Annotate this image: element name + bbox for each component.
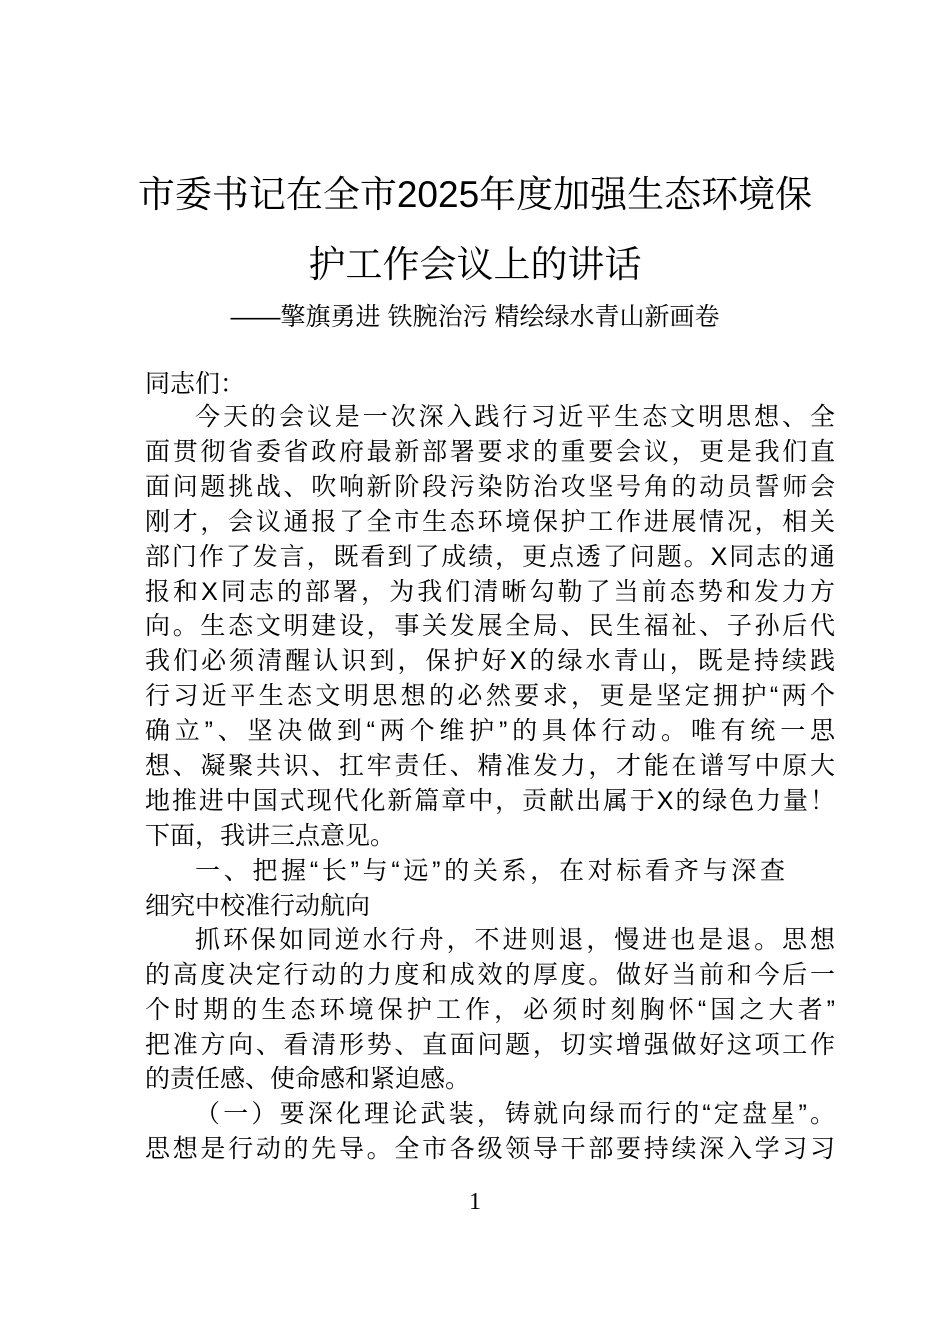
document-title-line1: 市委书记在全市2025年度加强生态环境保	[137, 174, 813, 215]
paragraph-line: 的高度决定行动的力度和成效的厚度。做好当前和今后一	[145, 961, 835, 989]
document-subtitle: ——擎旗勇进 铁腕治污 精绘绿水青山新画卷	[230, 303, 720, 331]
paragraph-line: 面问题挑战、吹响新阶段污染防治攻坚号角的动员誓师会	[145, 473, 835, 501]
paragraph-line: 我们必须清醒认识到，保护好X的绿水青山，既是持续践	[145, 647, 835, 675]
paragraph-line: 抓环保如同逆水行舟，不进则退，慢进也是退。思想	[195, 926, 835, 954]
salutation: 同志们：	[145, 370, 246, 398]
paragraph-line: 报和X同志的部署，为我们清晰勾勒了当前态势和发力方	[145, 578, 835, 606]
paragraph-line: （一）要深化理论武装，铸就向绿而行的“定盘星”。	[195, 1100, 835, 1128]
paragraph-line: 下面，我讲三点意见。	[145, 822, 396, 850]
paragraph-line: 面贯彻省委省政府最新部署要求的重要会议，更是我们直	[145, 438, 835, 466]
paragraph-line: 确立”、坚决做到“两个维护”的具体行动。唯有统一思	[145, 717, 835, 745]
document-title-line2: 护工作会议上的讲话	[308, 244, 642, 285]
paragraph-line: 刚才，会议通报了全市生态环境保护工作进展情况，相关	[145, 508, 835, 536]
paragraph-line: 今天的会议是一次深入践行习近平生态文明思想、全	[195, 403, 835, 431]
paragraph-line: 把准方向、看清形势、直面问题，切实增强做好这项工作	[145, 1031, 835, 1059]
paragraph-line: 部门作了发言，既看到了成绩，更点透了问题。X同志的通	[145, 543, 835, 571]
section-heading-line: 一、把握“长”与“远”的关系，在对标看齐与深查	[195, 857, 785, 885]
paragraph-line: 地推进中国式现代化新篇章中，贡献出属于X的绿色力量！	[145, 787, 835, 815]
paragraph-line: 行习近平生态文明思想的必然要求，更是坚定拥护“两个	[145, 682, 835, 710]
paragraph-line: 想、凝聚共识、扛牢责任、精准发力，才能在谱写中原大	[145, 752, 835, 780]
paragraph-line: 思想是行动的先导。全市各级领导干部要持续深入学习习	[145, 1135, 835, 1163]
section-heading-line: 细究中校准行动航向	[145, 892, 371, 920]
page-number: 1	[469, 1189, 481, 1215]
paragraph-line: 的责任感、使命感和紧迫感。	[145, 1065, 471, 1093]
paragraph-line: 个时期的生态环境保护工作，必须时刻胸怀“国之大者”	[145, 996, 835, 1024]
paragraph-line: 向。生态文明建设，事关发展全局、民生福祉、子孙后代	[145, 612, 835, 640]
